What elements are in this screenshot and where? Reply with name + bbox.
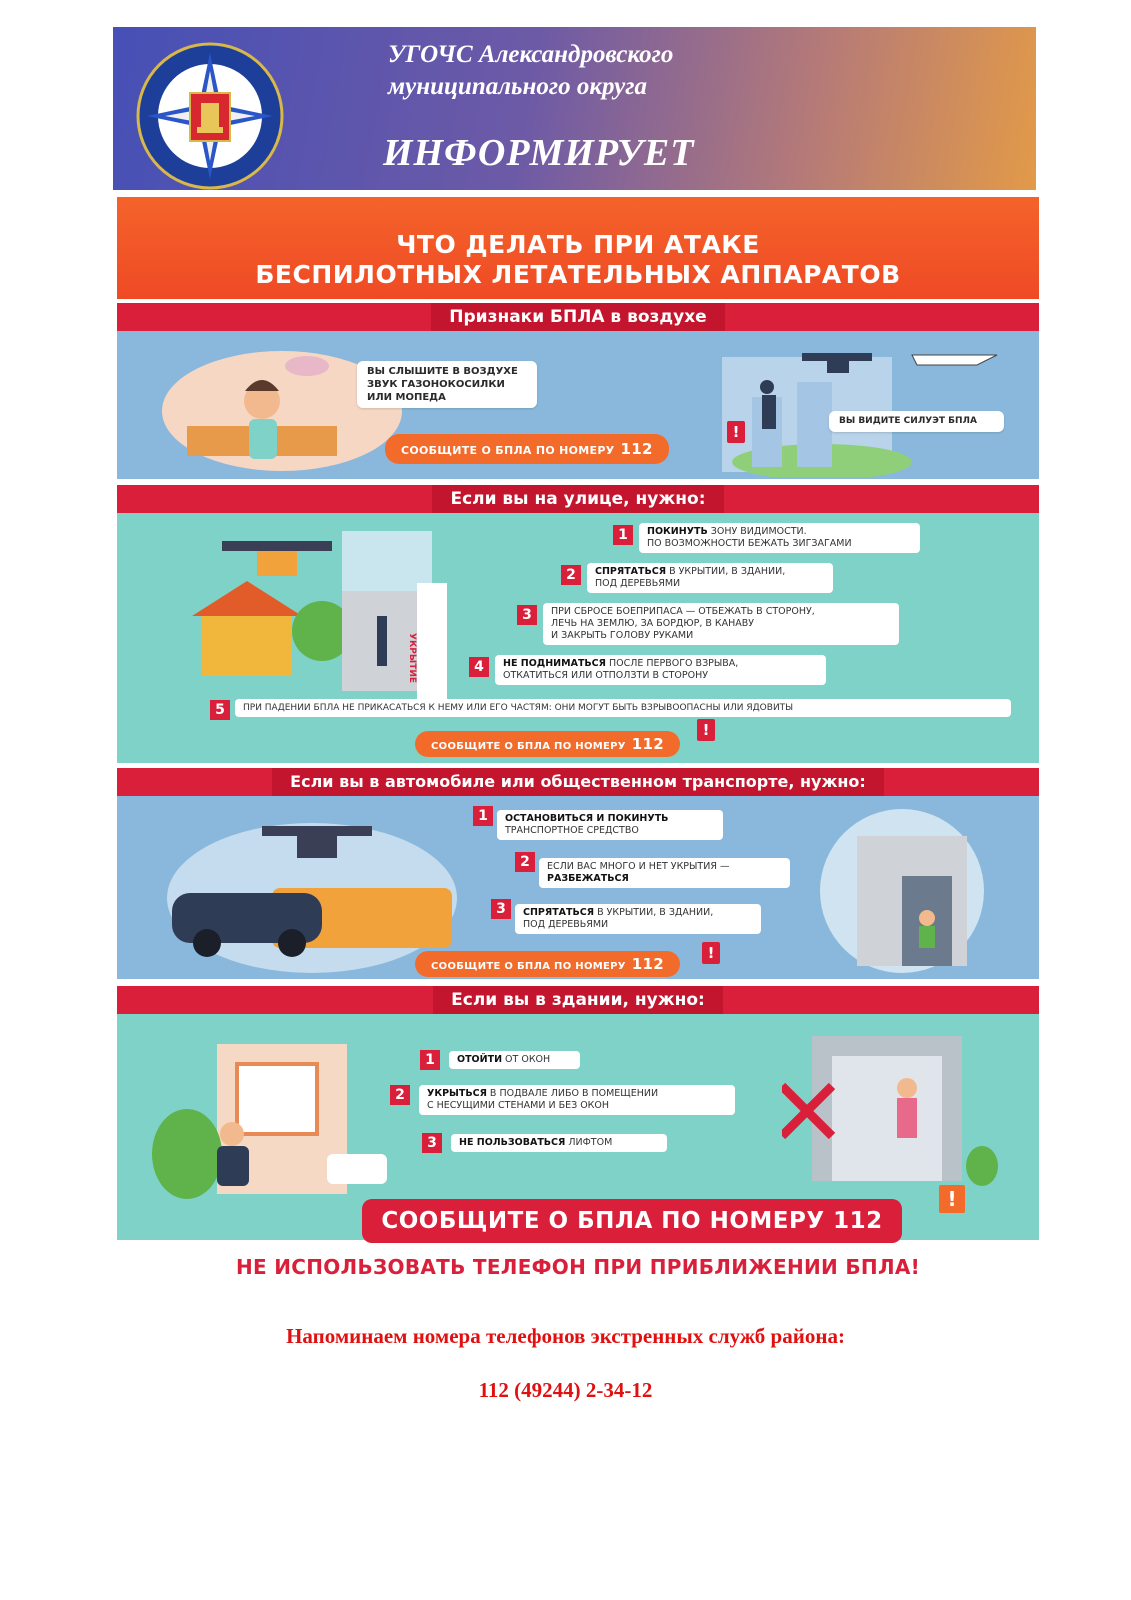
building-heading-bar [117, 986, 1039, 1014]
shelter-person-illustration [802, 806, 1002, 976]
step-bold: РАЗБЕЖАТЬСЯ [547, 873, 629, 884]
step-text: ОТ ОКОН [502, 1054, 551, 1065]
call-112-banner-2 [415, 731, 680, 757]
step-text: ЕСЛИ ВАС МНОГО И НЕТ УКРЫТИЯ — [547, 861, 730, 872]
footer-reminder: Напоминаем номера телефонов экстренных служб района: [286, 1324, 845, 1348]
drone-silhouette-illustration [722, 337, 1012, 477]
transport-heading: Если вы в автомобиле или общественном транспорте, нужно: [272, 768, 884, 796]
elevator-no-illustration [782, 1026, 1002, 1186]
signs-heading: Признаки БПЛА в воздухе [431, 303, 724, 331]
call-text: СООБЩИТЕ О БПЛА ПО НОМЕРУ [401, 444, 615, 457]
step-text-2: С НЕСУЩИМИ СТЕНАМИ И БЕЗ ОКОН [427, 1100, 610, 1111]
street-step-3-number: 3 [517, 605, 537, 625]
hear-line-2: ЗВУК ГАЗОНОКОСИЛКИ [367, 379, 505, 390]
shelter-sign-icon [417, 583, 447, 713]
step-bold: ОТОЙТИ [457, 1054, 503, 1065]
step-bold: ОСТАНОВИТЬСЯ И ПОКИНУТЬ [505, 813, 669, 824]
footer-phone-numbers: 112 (49244) 2-34-12 [478, 1378, 653, 1402]
call-112-banner-1 [385, 434, 669, 464]
step-text: ЗОНУ ВИДИМОСТИ. [707, 526, 807, 537]
step-bold: СПРЯТАТЬСЯ [595, 566, 667, 577]
street-step-4-number: 4 [469, 657, 489, 677]
step-text: ПОСЛЕ ПЕРВОГО ВЗРЫВА, [605, 658, 739, 669]
street-heading: Если вы на улице, нужно: [432, 485, 723, 513]
header-line-1: УГОЧС Александровского [388, 41, 674, 68]
transport-step-1 [497, 810, 723, 840]
step-text: ПРИ СБРОСЕ БОЕПРИПАСА — ОТБЕЖАТЬ В СТОРОНУ, [551, 606, 815, 617]
building-step-2 [419, 1085, 735, 1115]
person-indoors-illustration [137, 1034, 397, 1204]
call-text: СООБЩИТЕ О БПЛА ПО НОМЕРУ [431, 741, 626, 752]
phone-warning: НЕ ИСПОЛЬЗОВАТЬ ТЕЛЕФОН ПРИ ПРИБЛИЖЕНИИ БПЛА! [235, 1255, 921, 1279]
street-step-2-number: 2 [561, 565, 581, 585]
street-step-1 [639, 523, 920, 553]
poster-title [117, 197, 1039, 299]
transport-step-3-number: 3 [491, 899, 511, 919]
signs-section [117, 331, 1039, 479]
step-text-2: ПОД ДЕРЕВЬЯМИ [523, 919, 609, 930]
signs-heading-bar [117, 303, 1039, 331]
hear-card [357, 361, 537, 408]
street-section [117, 513, 1039, 763]
step-text: ЛИФТОМ [565, 1137, 613, 1148]
step-bold: ПОКИНУТЬ [647, 526, 708, 537]
step-text: В УКРЫТИИ, В ЗДАНИИ, [594, 907, 714, 918]
step-text-2: ЛЕЧЬ НА ЗЕМЛЮ, ЗА БОРДЮР, В КАНАВУ [551, 618, 755, 629]
street-step-5-number: 5 [210, 700, 230, 720]
transport-step-3 [515, 904, 761, 934]
building-heading: Если вы в здании, нужно: [433, 986, 723, 1014]
building-step-3-number: 3 [422, 1133, 442, 1153]
street-step-1-number: 1 [613, 525, 633, 545]
step-text: В ПОДВАЛЕ ЛИБО В ПОМЕЩЕНИИ [486, 1088, 659, 1099]
exclamation-icon: ! [727, 421, 745, 443]
step-text-3: И ЗАКРЫТЬ ГОЛОВУ РУКАМИ [551, 630, 694, 641]
exclamation-icon: ! [702, 942, 720, 964]
call-112-big-banner: СООБЩИТЕ О БПЛА ПО НОМЕРУ 112 [362, 1199, 902, 1243]
shelter-label: УКРЫТИЕ [407, 633, 417, 684]
call-112-banner-3 [415, 951, 680, 977]
transport-section [117, 796, 1039, 979]
exclamation-icon: ! [697, 719, 715, 741]
call-number: 112 [631, 955, 664, 973]
step-text-2: ПО ВОЗМОЖНОСТИ БЕЖАТЬ ЗИГЗАГАМИ [647, 538, 852, 549]
poster-title-line-1: ЧТО ДЕЛАТЬ ПРИ АТАКЕ [396, 230, 760, 259]
street-step-2 [587, 563, 833, 593]
building-step-1 [449, 1051, 580, 1069]
street-heading-bar [117, 485, 1039, 513]
building-step-2-number: 2 [390, 1085, 410, 1105]
hear-line-3: ИЛИ МОПЕДА [367, 392, 446, 403]
step-bold: НЕ ПОДНИМАТЬСЯ [503, 658, 606, 669]
poster-title-line-2: БЕСПИЛОТНЫХ ЛЕТАТЕЛЬНЫХ АППАРАТОВ [255, 260, 901, 289]
building-step-1-number: 1 [420, 1050, 440, 1070]
call-number: 112 [631, 735, 664, 753]
step-bold: НЕ ПОЛЬЗОВАТЬСЯ [459, 1137, 566, 1148]
header-informs: ИНФОРМИРУЕТ [383, 132, 695, 174]
transport-step-2-number: 2 [515, 852, 535, 872]
step-text-2: ПОД ДЕРЕВЬЯМИ [595, 578, 681, 589]
step-bold: УКРЫТЬСЯ [427, 1088, 487, 1099]
building-step-3 [451, 1134, 667, 1152]
step-text-2: ОТКАТИТЬСЯ ИЛИ ОТПОЛЗТИ В СТОРОНУ [503, 670, 709, 681]
exclamation-icon: ! [939, 1185, 965, 1213]
emergency-emblem-icon [135, 41, 285, 191]
car-bus-illustration [162, 818, 462, 978]
street-step-3 [543, 603, 899, 645]
header-banner [113, 27, 1036, 190]
call-number: 112 [620, 440, 653, 458]
see-card: ВЫ ВИДИТЕ СИЛУЭТ БПЛА [829, 411, 1004, 432]
call-text: СООБЩИТЕ О БПЛА ПО НОМЕРУ [431, 961, 626, 972]
street-step-5: ПРИ ПАДЕНИИ БПЛА НЕ ПРИКАСАТЬСЯ К НЕМУ ИЛИ ЕГО ЧАСТЯМ: ОНИ МОГУТ БЫТЬ ВЗРЫВООПАСНЫ ИЛИ ЯДОВИТЫ [235, 699, 1011, 717]
transport-heading-bar [117, 768, 1039, 796]
hear-line-1: ВЫ СЛЫШИТЕ В ВОЗДУХЕ [367, 366, 518, 377]
header-line-2: муниципального округа [388, 73, 647, 100]
infographic-poster [117, 197, 1039, 1319]
step-text: В УКРЫТИИ, В ЗДАНИИ, [666, 566, 786, 577]
step-bold: СПРЯТАТЬСЯ [523, 907, 595, 918]
transport-step-2 [539, 858, 790, 888]
street-step-4 [495, 655, 826, 685]
step-text-2: ТРАНСПОРТНОЕ СРЕДСТВО [505, 825, 639, 836]
transport-step-1-number: 1 [473, 806, 493, 826]
